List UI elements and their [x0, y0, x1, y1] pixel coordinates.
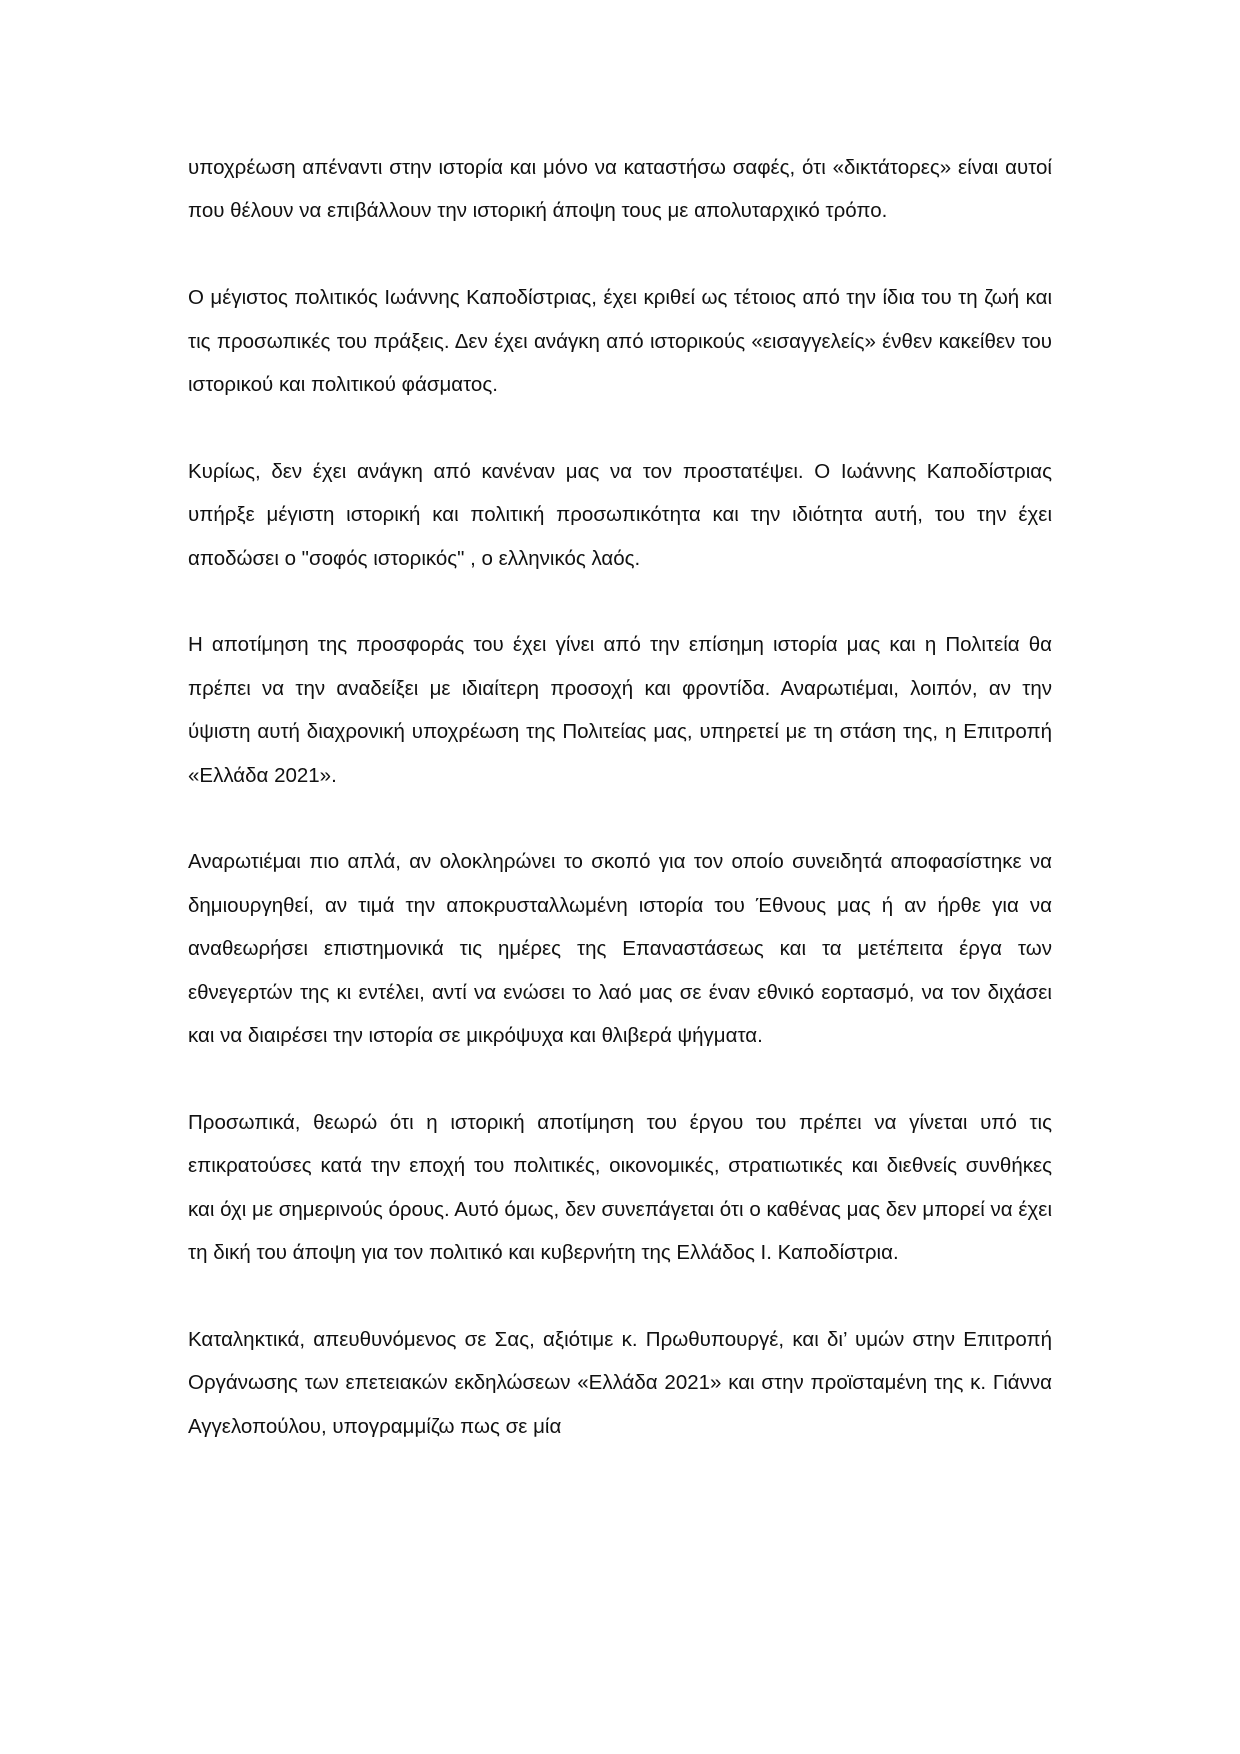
paragraph-personal-view: Προσωπικά, θεωρώ ότι η ιστορική αποτίμηση του έργου του πρέπει να γίνεται υπό τις επικρατούσες κατά την εποχή του πολιτικές, οικονομικές, στρατιωτικές και διεθνείς συνθήκες και όχι με σημερινούς όρους. Αυτό όμως, δεν συνεπάγεται ότι ο καθένας μας δεν μπορεί να έχει τη δική του άποψη για τον πολιτικό και κυβερνήτη της Ελλάδος Ι. Καποδίστρια.: [188, 1110, 1052, 1265]
paragraph-committee-purpose: Αναρωτιέμαι πιο απλά, αν ολοκληρώνει το σκοπό για τον οποίο συνειδητά αποφασίστηκε να δημιουργηθεί, αν τιμά την αποκρυσταλλωμένη ιστορία του Έθνους μας ή αν ήρθε για να αναθεωρήσει επιστημονικά τις ημέρες της Επαναστάσεως και τα μετέπειτα έργα των εθνεγερτών της κι εντέλει, αντί να ενώσει το λαό μας σε έναν εθνικό εορτασμό, να τον διχάσει και να διαιρέσει την ιστορία σε μικρόψυχα και θλιβερά ψήγματα.: [188, 850, 1052, 1048]
paragraph-no-need-protection: Κυρίως, δεν έχει ανάγκη από κανέναν μας να τον προστατέψει. Ο Ιωάννης Καποδίστριας υπήρξε μέγιστη ιστορική και πολιτική προσωπικότητα και την ιδιότητα αυτή, του την έχει αποδώσει ο "σοφός ιστορικός" , ο ελληνικός λαός.: [188, 459, 1052, 570]
paragraph-conclusion: Καταληκτικά, απευθυνόμενος σε Σας, αξιότιμε κ. Πρωθυπουργέ, και δι’ υμών στην Επιτροπή Οργάνωσης των επετειακών εκδηλώσεων «Ελλάδα 2021» και στην προϊσταμένη της κ. Γιάννα Αγγελοπούλου, υπογραμμίζω πως σε μία: [188, 1327, 1052, 1438]
paragraph-intro-dictators: υποχρέωση απέναντι στην ιστορία και μόνο να καταστήσω σαφές, ότι «δικτάτορες» είναι αυτοί που θέλουν να επιβάλλουν την ιστορική άποψη τους με απολυταρχικό τρόπο.: [188, 156, 1052, 223]
document-page: [188, 146, 1052, 1448]
paragraph-official-history: Η αποτίμηση της προσφοράς του έχει γίνει από την επίσημη ιστορία μας και η Πολιτεία θα πρέπει να την αναδείξει με ιδιαίτερη προσοχή και φροντίδα. Αναρωτιέμαι, λοιπόν, αν την ύψιστη αυτή διαχρονική υποχρέωση της Πολιτείας μας, υπηρετεί με τη στάση της, η Επιτροπή «Ελλάδα 2021».: [188, 633, 1052, 787]
paragraph-kapodistrias-judged: Ο μέγιστος πολιτικός Ιωάννης Καποδίστριας, έχει κριθεί ως τέτοιος από την ίδια του τη ζωή και τις προσωπικές του πράξεις. Δεν έχει ανάγκη από ιστορικούς «εισαγγελείς» ένθεν κακείθεν του ιστορικού και πολιτικού φάσματος.: [188, 286, 1052, 397]
